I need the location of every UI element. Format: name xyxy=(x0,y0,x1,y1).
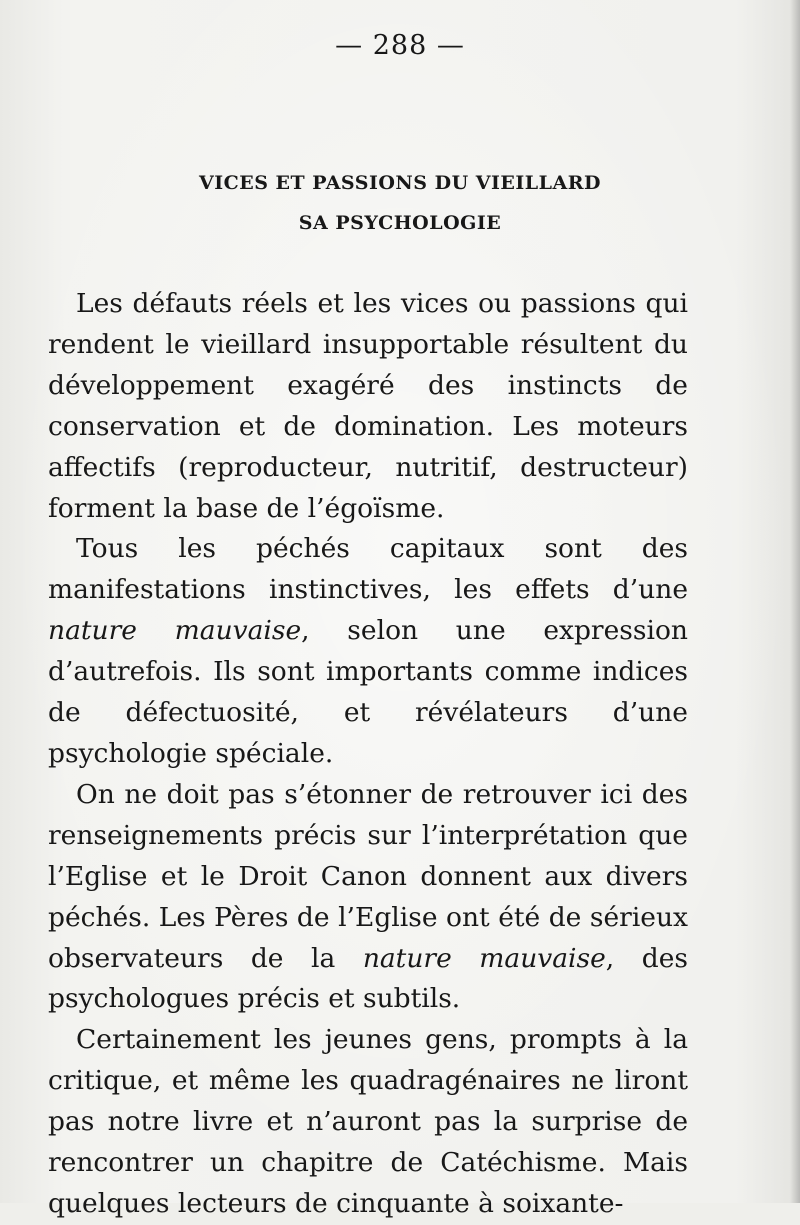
text-run: Certainement les jeunes gens, prompts à la critique, et même les quadragénaires ne liront pas notre livre et n’auront pas la surprise de rencontrer un chapitre de Catéchisme. Mais quelques lecteurs de cinquante à soixante- xyxy=(48,1024,688,1219)
paragraph xyxy=(48,775,688,1020)
text-run: Les défauts réels et les vices ou passions qui rendent le vieillard insupportable résultent du développement exagéré des instincts de conservation et de domination. Les moteurs affectifs (reproducteur, nutritif, destructeur) forment la base de l’égoïsme. xyxy=(48,288,688,524)
italic-text-run: nature mauvaise xyxy=(48,615,302,647)
chapter-heading: VICES ET PASSIONS DU VIEILLARD xyxy=(198,172,601,194)
text-run: , selon une expression d’autrefois. Ils sont importants comme indices de défectuosité, et révélateurs d’une psychologie spéciale. xyxy=(48,615,688,769)
text-run: Tous les péchés capitaux sont des manifestations instinctives, les effets d’une xyxy=(48,533,688,606)
chapter-subheading: SA PSYCHOLOGIE xyxy=(298,212,502,234)
paragraph xyxy=(48,529,688,774)
page-number: — 288 — xyxy=(335,30,465,61)
italic-text-run: nature mauvaise xyxy=(362,942,606,974)
body-text xyxy=(48,284,688,1225)
text-run: On ne doit pas s’étonner de retrouver ici des renseignements précis sur l’interprétation que l’Eglise et le Droit Canon donnent aux divers péchés. Les Pères de l’Eglise ont été de sérieux observateurs de la xyxy=(48,778,688,974)
text-run: , des psychologues précis et subtils. xyxy=(48,942,688,1015)
paragraph xyxy=(48,1020,688,1225)
paragraph xyxy=(48,284,688,529)
